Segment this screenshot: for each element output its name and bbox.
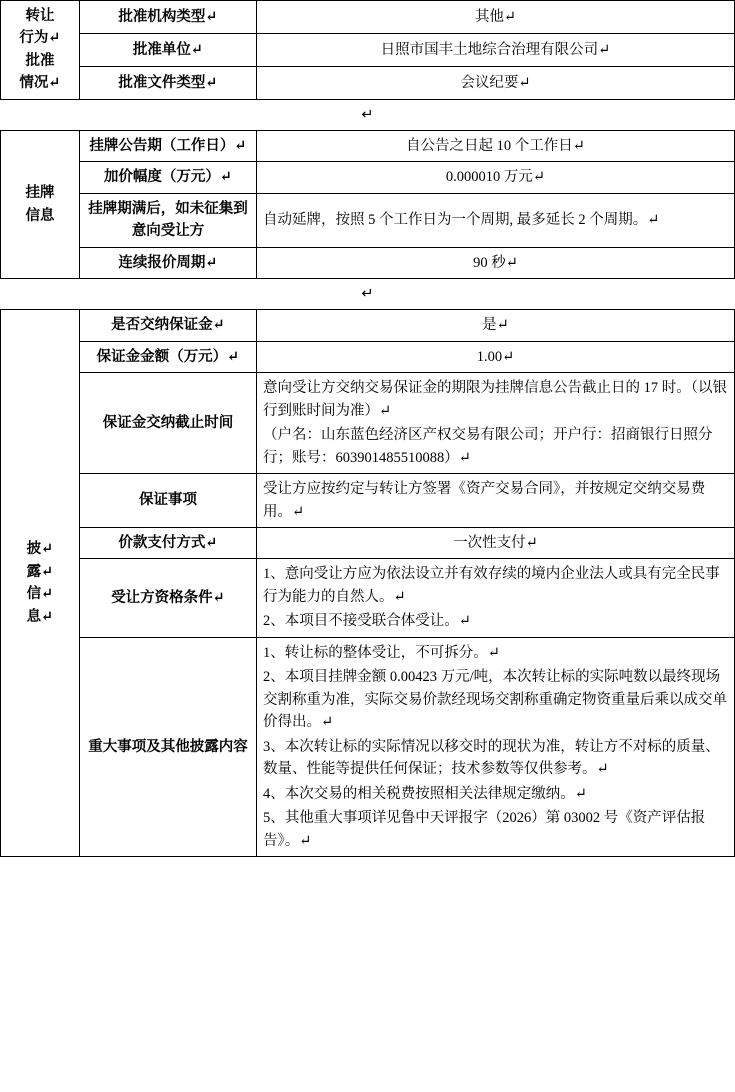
table-row (1, 1, 735, 34)
row-value-major-matters (257, 637, 735, 856)
table-row (1, 33, 735, 66)
paragraph: 1、意向受让方应为依法设立并有效存续的境内企业法人或具有完全民事行为能力的自然人。↵ (263, 566, 720, 605)
label-line: 信↵ (26, 586, 54, 603)
pilcrow-glyph: ↵ (361, 106, 374, 123)
row-value-bid-increment: 0.000010 万元↵ (257, 162, 735, 193)
label-line: 转让 (25, 8, 55, 24)
row-label-approval-org-type: 批准机构类型↵ (80, 1, 257, 34)
approval-table (0, 0, 735, 100)
row-label-bid-increment: 加价幅度（万元）↵ (80, 162, 257, 193)
table-row (1, 474, 735, 528)
table-row (1, 193, 735, 247)
row-label-approval-doc-type: 批准文件类型↵ (80, 66, 257, 99)
table-row (1, 247, 735, 278)
table-row (1, 341, 735, 372)
row-label-major-matters: 重大事项及其他披露内容 (80, 637, 257, 856)
table-row (1, 527, 735, 558)
paragraph: 3、本次转让标的实际情况以移交时的现状为准，转让方不对标的质量、数量、性能等提供任何保证；技术参数等仅供参考。↵ (263, 738, 720, 778)
row-label-deposit-required: 是否交纳保证金↵ (80, 310, 257, 341)
row-label-transferee-qualifications: 受让方资格条件↵ (80, 559, 257, 637)
paragraph: （户名：山东蓝色经济区产权交易有限公司；开户行：招商银行日照分行；账号：603901485510088）↵ (263, 427, 713, 466)
table-row (1, 162, 735, 193)
paragraph: 1、转让标的整体受让，不可拆分。↵ (263, 644, 500, 661)
label-line: 批准 (25, 52, 55, 69)
row-value-bid-cycle: 90 秒↵ (257, 247, 735, 278)
table-row (1, 637, 735, 856)
row-value-approval-unit: 日照市国丰土地综合治理有限公司↵ (257, 33, 735, 66)
row-value-listing-period: 自公告之日起 10 个工作日↵ (257, 130, 735, 161)
paragraph: 意向受让方交纳交易保证金的期限为挂牌信息公告截止日的 17 时。（以银行到账时间为准）↵ (263, 380, 727, 419)
table-row (1, 66, 735, 99)
table-row (1, 373, 735, 474)
label-line: 情况↵ (19, 75, 61, 92)
label-line: 披↵ (26, 541, 54, 558)
table-row (1, 559, 735, 637)
row-label-guarantee-matters: 保证事项 (80, 474, 257, 528)
label-line: 挂牌 (25, 185, 55, 202)
table-row (1, 310, 735, 341)
row-value-approval-doc-type: 会议纪要↵ (257, 66, 735, 99)
disclosure-info-table (0, 309, 735, 857)
paragraph: 2、本项目挂牌金额 0.00423 万元/吨，本次转让标的实际吨数以最终现场交割称重为准，实际交易价款经现场交割称重确定物资重量后乘以成交单价得出。↵ (263, 669, 727, 731)
row-value-payment-method: 一次性支付↵ (257, 527, 735, 558)
paragraph: 4、本次交易的相关税费按照相关法律规定缴纳。↵ (263, 785, 587, 802)
disclosure-section-label (1, 310, 80, 857)
row-value-approval-org-type: 其他↵ (257, 1, 735, 34)
row-label-listing-period: 挂牌公告期（工作日）↵ (80, 130, 257, 161)
paragraph-mark-1 (0, 100, 735, 130)
label-line: 息↵ (26, 608, 54, 625)
row-value-transferee-qualifications (257, 559, 735, 637)
table-row (1, 130, 735, 161)
label-line: 露↵ (26, 563, 54, 580)
row-value-deposit-deadline (257, 373, 735, 474)
approval-section-label (1, 1, 80, 100)
row-label-deposit-deadline: 保证金交纳截止时间 (80, 373, 257, 474)
paragraph: 2、本项目不接受联合体受让。↵ (263, 613, 471, 630)
row-label-approval-unit: 批准单位↵ (80, 33, 257, 66)
listing-section-label (1, 130, 80, 278)
row-label-bid-cycle: 连续报价周期↵ (80, 247, 257, 278)
listing-info-table (0, 130, 735, 279)
paragraph: 5、其他重大事项详见鲁中天评报字（2026）第 03002 号《资产评估报告》。↵ (263, 810, 706, 849)
row-value-guarantee-matters: 受让方应按约定与转让方签署《资产交易合同》，并按规定交纳交易费用。↵ (257, 474, 735, 528)
row-value-no-bidder-policy: 自动延牌，按照 5 个工作日为一个周期, 最多延长 2 个周期。↵ (257, 193, 735, 247)
label-line: 信息 (25, 207, 55, 224)
label-line: 行为↵ (19, 30, 61, 47)
row-value-deposit-amount: 1.00↵ (257, 341, 735, 372)
row-label-deposit-amount: 保证金金额（万元）↵ (80, 341, 257, 372)
row-label-payment-method: 价款支付方式↵ (80, 527, 257, 558)
pilcrow-glyph: ↵ (361, 286, 374, 303)
row-value-deposit-required: 是↵ (257, 310, 735, 341)
row-label-no-bidder-policy: 挂牌期满后，如未征集到意向受让方 (80, 193, 257, 247)
paragraph-mark-2 (0, 279, 735, 309)
